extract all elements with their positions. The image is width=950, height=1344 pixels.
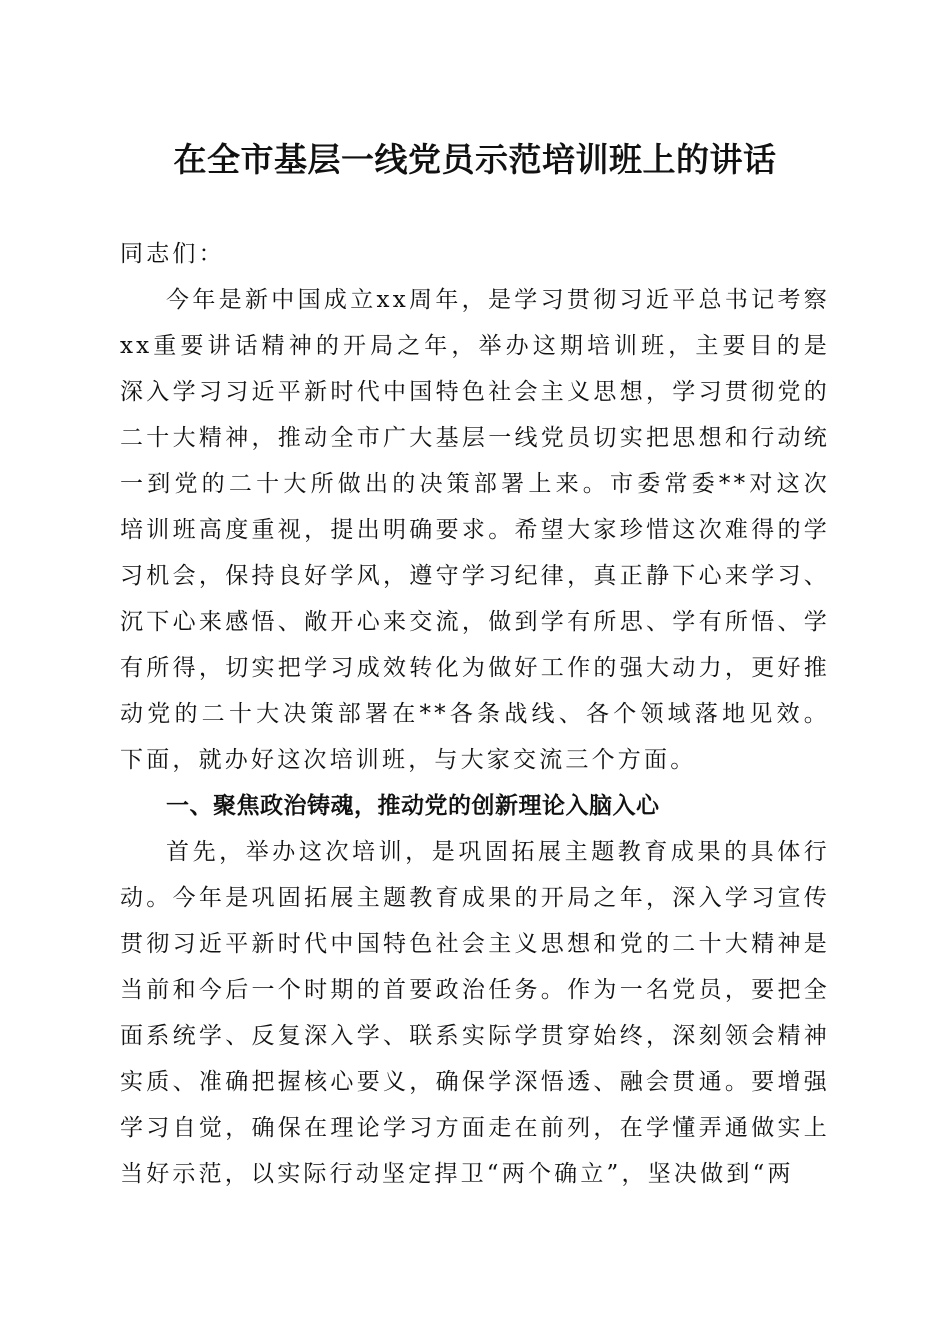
intro-paragraph: 今年是新中国成立xx周年，是学习贯彻习近平总书记考察xx重要讲话精神的开局之年，举办这期培训班，主要目的是深入学习习近平新时代中国特色社会主义思想，学习贯彻党的二十大精神，推动全市广大基层一线党员切实把思想和行动统一到党的二十大所做出的决策部署上来。市委常委**对这次培训班高度重视，提出明确要求。希望大家珍惜这次难得的学习机会，保持良好学风，遵守学习纪律，真正静下心来学习、沉下心来感悟、敞开心来交流，做到学有所思、学有所悟、学有所得，切实把学习成效转化为做好工作的强大动力，更好推动党的二十大决策部署在**各条战线、各个领域落地见效。下面，就办好这次培训班，与大家交流三个方面。 — [120, 287, 830, 773]
section-heading: 一、聚焦政治铸魂，推动党的创新理论入脑入心 — [166, 793, 660, 819]
document-body — [120, 231, 830, 1197]
salutation: 同志们： — [120, 241, 225, 267]
section-paragraph: 首先，举办这次培训，是巩固拓展主题教育成果的具体行动。今年是巩固拓展主题教育成果的开局之年，深入学习宣传贯彻习近平新时代中国特色社会主义思想和党的二十大精神是当前和今后一个时期的首要政治任务。作为一名党员，要把全面系统学、反复深入学、联系实际学贯穿始终，深刻领会精神实质、准确把握核心要义，确保学深悟透、融会贯通。要增强学习自觉，确保在理论学习方面走在前列，在学懂弄通做实上当好示范，以实际行动坚定捍卫“两个确立”，坚决做到“两 — [120, 839, 830, 1187]
document-title: 在全市基层一线党员示范培训班上的讲话 — [173, 140, 777, 179]
